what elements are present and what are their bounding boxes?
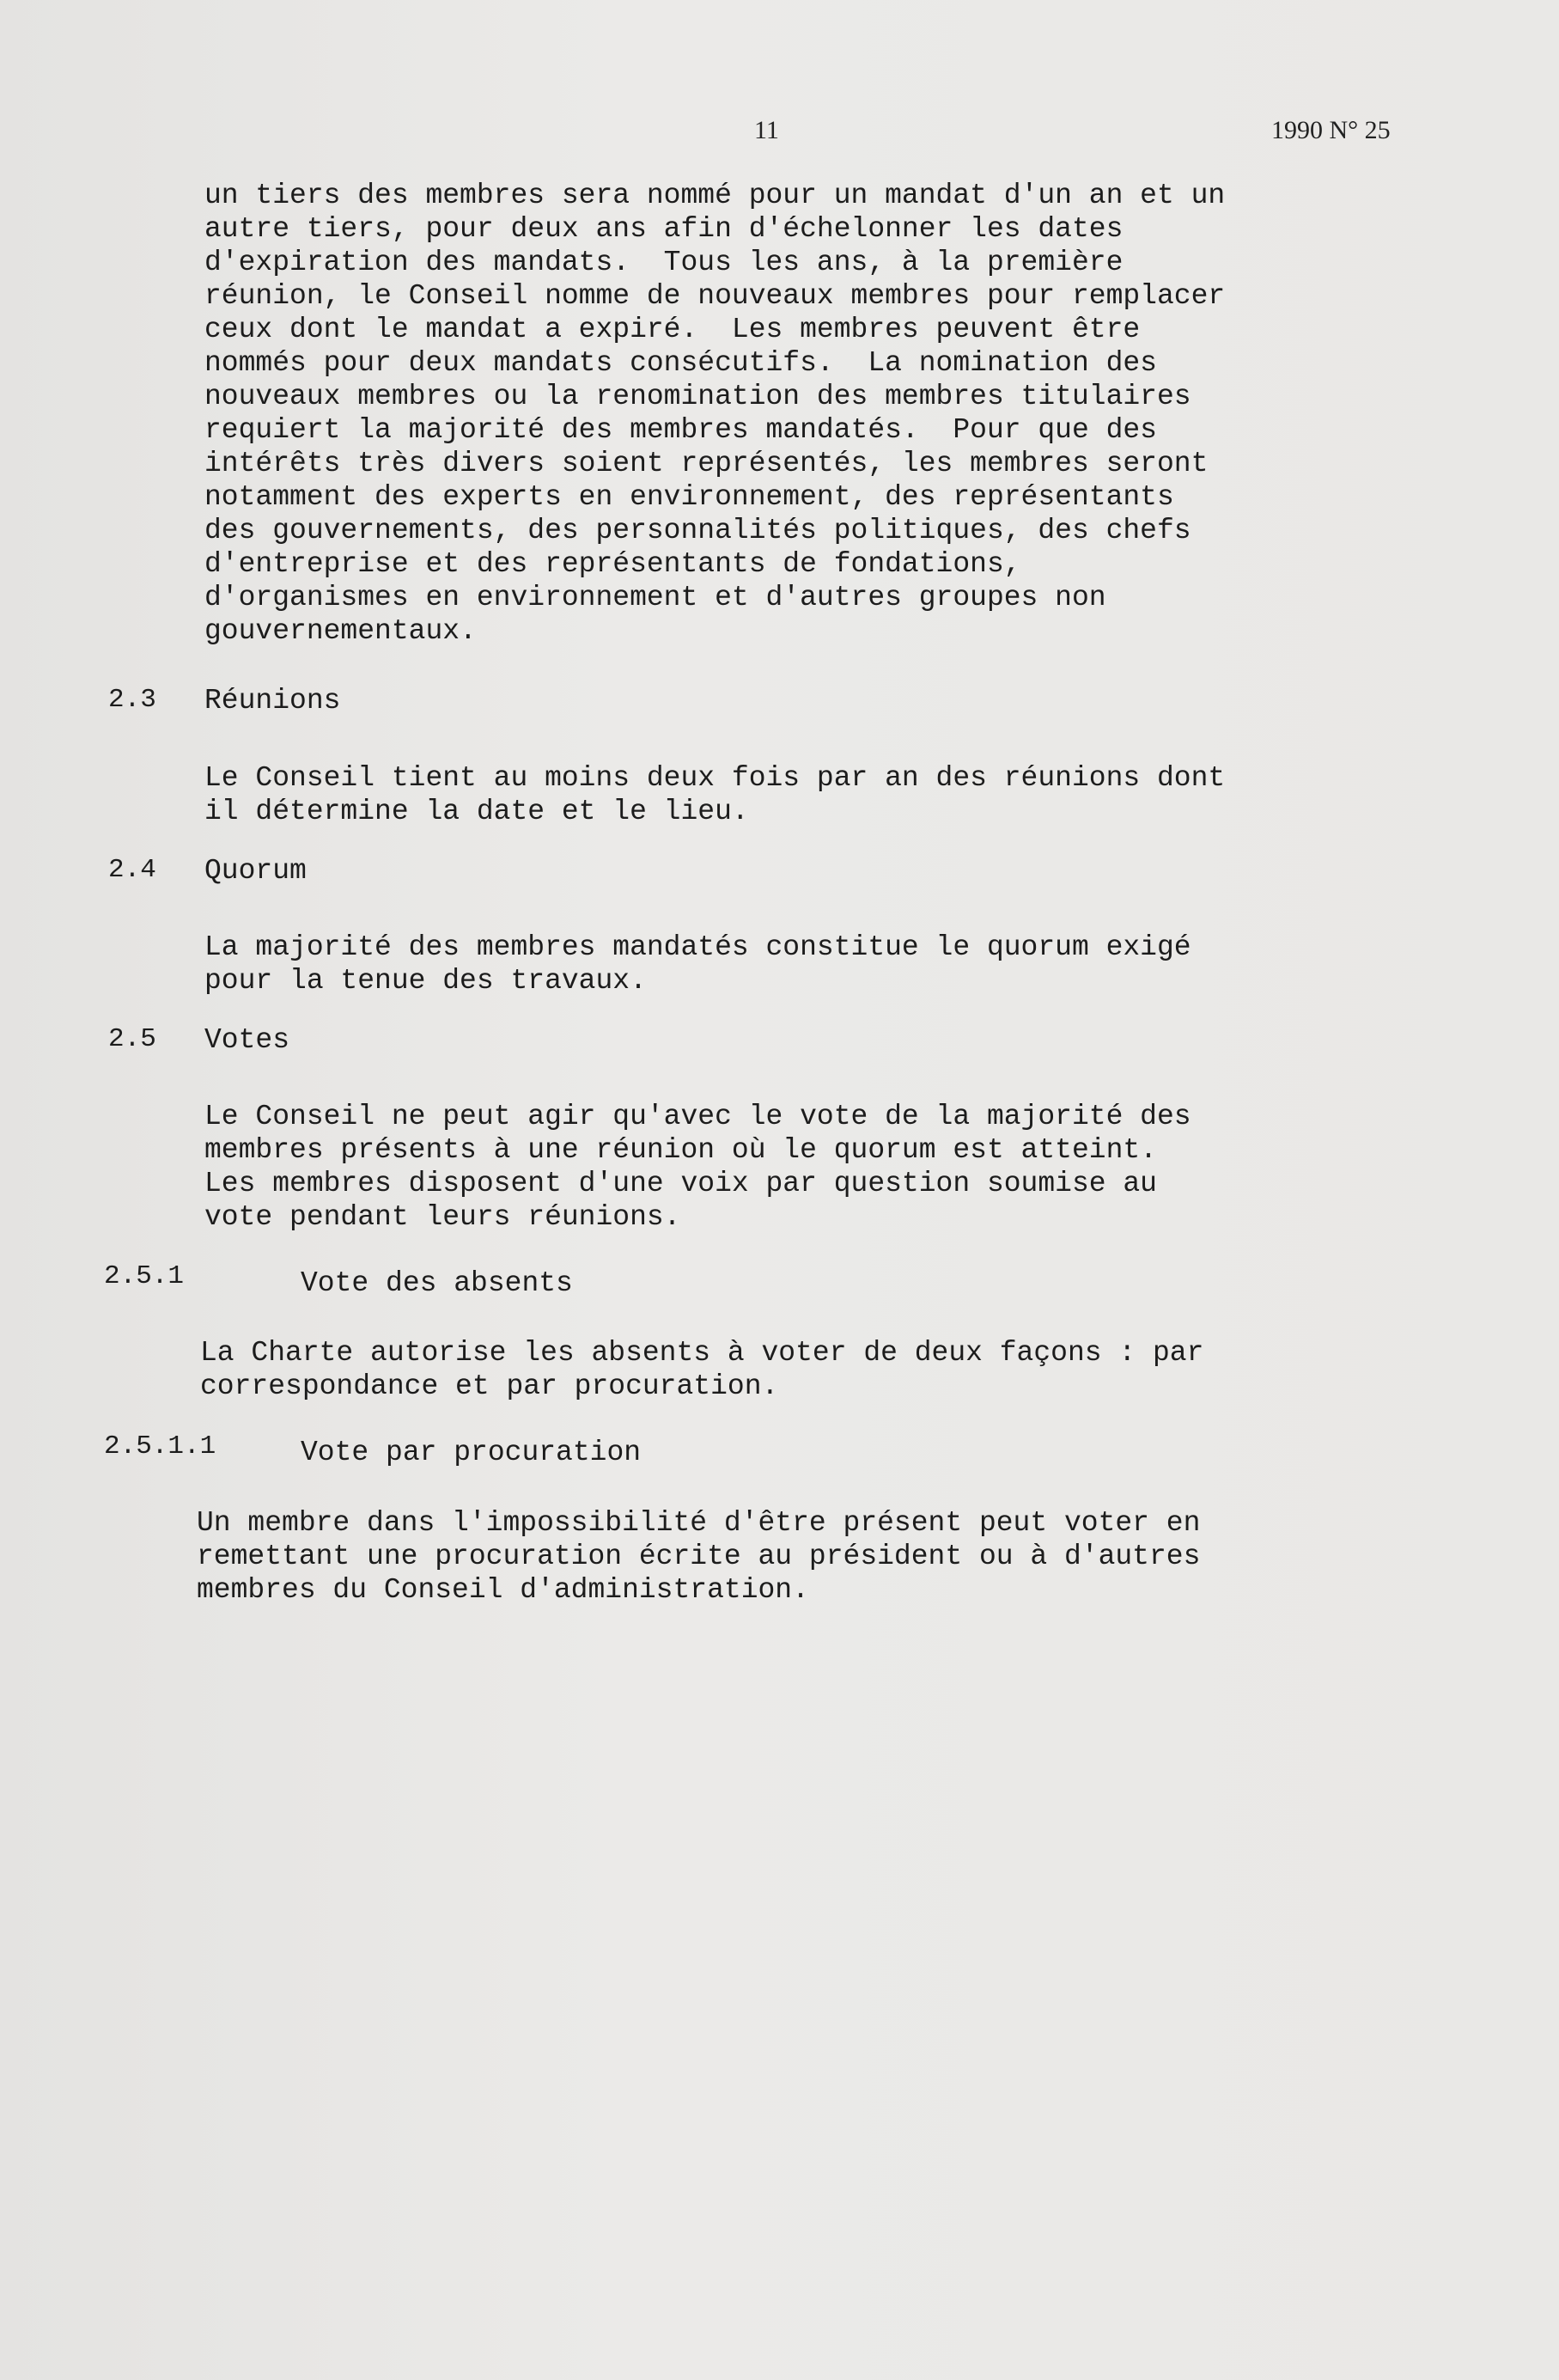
section-number-2-5-1: 2.5.1: [104, 1261, 185, 1291]
section-text-vote-des-absents: La Charte autorise les absents à voter de deux façons : par correspondance et par procuration.: [200, 1337, 1204, 1402]
section-number-2-5: 2.5: [108, 1024, 156, 1054]
section-heading-votes: Votes: [204, 1024, 290, 1056]
section-number-2-5-1-1: 2.5.1.1: [104, 1431, 216, 1462]
intro-paragraph: un tiers des membres sera nommé pour un mandat d'un an et un autre tiers, pour deux ans afin d'échelonner les dates d'expiration des mandats. Tous les ans, à la première réunion, le Conseil nomme de nouveaux membres pour remplacer ceux dont le mandat a expiré. Les membres peuvent être nommés pour deux mandats consécutifs. La nomination des nouveaux membres ou la renomination des membres titulaires requiert la majorité des membres mandatés. Pour que des intérêts très divers soient représentés, les membres seront notamment des experts en environnement, des représentants des gouvernements, des personnalités politiques, des chefs d'entreprise et des représentants de fondations, d'organismes en environnement et d'autres groupes non gouvernementaux.: [204, 180, 1226, 647]
issue-label: 1990 N° 25: [1271, 116, 1391, 144]
section-text-vote-par-procuration: Un membre dans l'impossibilité d'être présent peut voter en remettant une procuration écrite au président ou à d'autres membres du Conseil d'administration.: [197, 1507, 1201, 1606]
section-number-2-4: 2.4: [108, 855, 156, 885]
section-heading-vote-par-procuration: Vote par procuration: [301, 1437, 642, 1468]
page-number: 11: [754, 116, 779, 144]
section-number-2-3: 2.3: [108, 685, 156, 715]
section-text-votes: Le Conseil ne peut agir qu'avec le vote de la majorité des membres présents à une réunion où le quorum est atteint. Les membres disposent d'une voix par question soumise au vote pendant leurs réunions.: [204, 1101, 1191, 1233]
section-text-quorum: La majorité des membres mandatés constitue le quorum exigé pour la tenue des travaux.: [204, 931, 1191, 997]
section-text-reunions: Le Conseil tient au moins deux fois par an des réunions dont il détermine la date et le lieu.: [204, 762, 1226, 827]
section-heading-vote-des-absents: Vote des absents: [301, 1267, 573, 1299]
section-heading-reunions: Réunions: [204, 685, 341, 717]
section-heading-quorum: Quorum: [204, 855, 307, 887]
